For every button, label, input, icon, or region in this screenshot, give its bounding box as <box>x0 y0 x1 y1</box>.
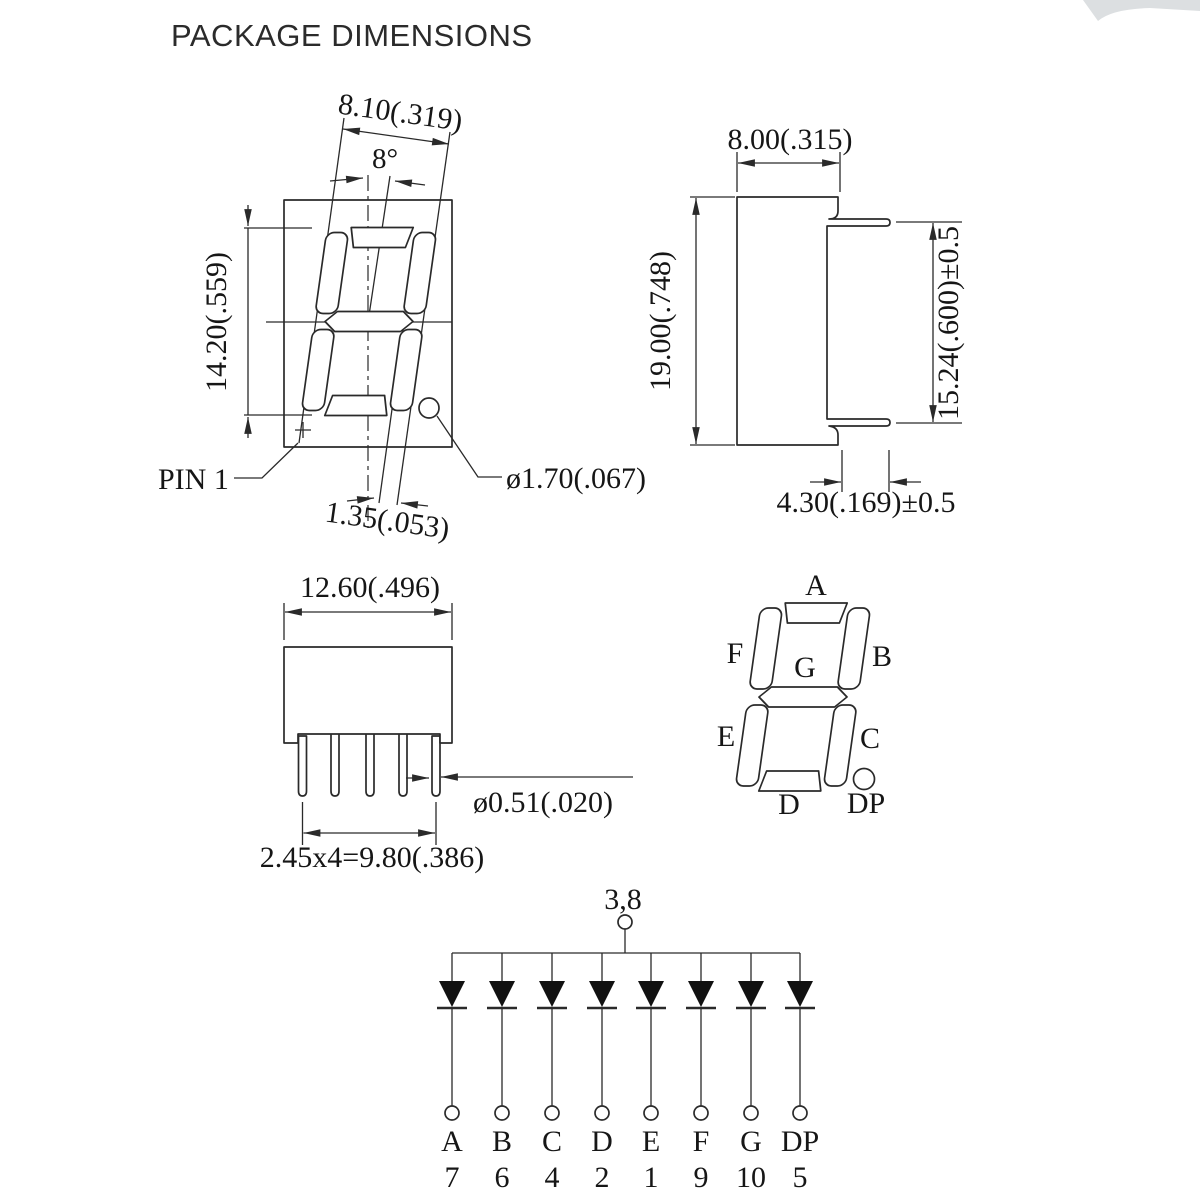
lead-offset-dim-text: 4.30(.169)±0.5 <box>776 486 956 519</box>
branch-pin-number: 2 <box>594 1161 610 1194</box>
side-width-dim-text: 8.00(.315) <box>727 123 853 156</box>
branch-segment-label: F <box>692 1125 710 1158</box>
terminal-circle <box>694 1106 708 1120</box>
side-height-ext-lines <box>690 197 735 445</box>
segment-b-shape <box>837 608 870 689</box>
terminal-circle <box>445 1106 459 1120</box>
bottom-view-pins <box>299 728 441 796</box>
front-height-dim-text: 14.20(.559) <box>200 252 233 392</box>
lead-span-dim-text: 15.24(.600)±0.5 <box>932 226 965 420</box>
segment-label-g: G <box>794 651 816 684</box>
branch-segment-label: A <box>441 1125 463 1158</box>
branch-segment-label: DP <box>780 1125 820 1158</box>
pin-lead-2 <box>331 728 339 796</box>
diode-triangle <box>787 981 813 1007</box>
segment-label-d: D <box>778 788 800 821</box>
schematic-branch-f <box>686 953 716 1194</box>
segment-a-shape <box>782 603 847 623</box>
terminal-circle <box>793 1106 807 1120</box>
lead-dia-text: ø0.51(.020) <box>473 786 613 819</box>
front-view <box>158 88 646 546</box>
segment-diagram <box>717 569 892 821</box>
segment-label-f: F <box>726 637 744 670</box>
diode-triangle <box>688 981 714 1007</box>
diode-triangle <box>589 981 615 1007</box>
segment-c-shape <box>823 705 856 786</box>
front-segment-b <box>403 233 436 314</box>
front-tilt-axis-line <box>368 176 390 322</box>
schematic-branch-g <box>736 953 766 1194</box>
segment-label-e: E <box>716 720 736 753</box>
terminal-circle <box>644 1106 658 1120</box>
branch-segment-label: G <box>740 1125 762 1158</box>
offset-dim-text: 1.35(.053) <box>323 495 452 546</box>
segment-e-shape <box>735 705 768 786</box>
bottom-view <box>260 571 633 874</box>
segment-label-a: A <box>805 569 827 602</box>
terminal-circle <box>495 1106 509 1120</box>
front-segment-d <box>325 396 390 416</box>
branch-pin-number: 7 <box>444 1161 460 1194</box>
pin-lead-5 <box>432 736 440 796</box>
segment-g-shape <box>758 687 849 707</box>
side-view <box>644 123 965 519</box>
bottom-width-ext-lines <box>284 603 452 640</box>
schematic-branch-e <box>636 953 666 1194</box>
lead-pitch-ext-lines <box>303 802 437 845</box>
branch-pin-number: 5 <box>792 1161 808 1194</box>
common-pin-label: 3,8 <box>604 883 642 916</box>
front-width-dim-text: 8.10(.319) <box>336 87 465 138</box>
branch-pin-number: 1 <box>643 1161 659 1194</box>
branch-pin-number: 6 <box>494 1161 510 1194</box>
schematic-branch-b <box>487 953 517 1194</box>
pin-lead-1 <box>299 736 307 796</box>
bottom-body-outline <box>284 647 452 743</box>
diode-triangle <box>489 981 515 1007</box>
front-segment-e <box>301 330 334 411</box>
front-segment-f <box>315 233 348 314</box>
segment-f-shape <box>749 608 782 689</box>
branch-segment-label: E <box>641 1125 661 1158</box>
tilt-angle-text: 8° <box>371 143 399 175</box>
side-width-ext-lines <box>737 152 840 192</box>
terminal-circle <box>545 1106 559 1120</box>
terminal-circle <box>595 1106 609 1120</box>
segment-label-c: C <box>859 722 881 755</box>
branch-segment-label: B <box>491 1125 513 1158</box>
front-segment-g <box>324 312 415 332</box>
tilt-angle-arrow-right <box>395 181 425 185</box>
schematic-branch-d <box>587 953 617 1194</box>
diode-triangle <box>738 981 764 1007</box>
front-segment-c <box>389 330 422 411</box>
page-title: PACKAGE DIMENSIONS <box>171 18 533 53</box>
branch-pin-number: 4 <box>544 1161 560 1194</box>
front-dp-circle <box>419 398 439 418</box>
terminal-circle <box>744 1106 758 1120</box>
scan-artifact <box>1083 0 1200 21</box>
pin-lead-3 <box>366 728 374 796</box>
branch-segment-label: D <box>591 1125 613 1158</box>
side-body-outline <box>737 197 890 445</box>
common-terminal-circle <box>618 915 632 929</box>
dp-diameter-text: ø1.70(.067) <box>506 462 646 495</box>
pin1-leader-line <box>234 443 298 478</box>
pin-lead-4 <box>399 728 407 796</box>
schematic-branch-dp <box>781 953 819 1194</box>
branch-pin-number: 9 <box>693 1161 709 1194</box>
front-segment-a <box>348 228 413 248</box>
diode-triangle <box>638 981 664 1007</box>
segment-label-dp: DP <box>846 787 886 820</box>
pin1-label: PIN 1 <box>158 463 229 496</box>
segment-digit <box>735 603 871 791</box>
diode-triangle <box>539 981 565 1007</box>
branch-segment-label: C <box>541 1125 563 1158</box>
schematic-branch-a <box>437 953 467 1194</box>
bottom-width-dim-text: 12.60(.496) <box>300 571 440 604</box>
internal-circuit-schematic <box>437 883 819 1194</box>
diode-triangle <box>439 981 465 1007</box>
schematic-branch-c <box>537 953 567 1194</box>
side-height-dim-text: 19.00(.748) <box>644 251 677 391</box>
segment-label-b: B <box>871 640 893 673</box>
pin1-plus-mark <box>295 422 311 438</box>
branch-pin-number: 10 <box>736 1161 766 1194</box>
lead-pitch-dim-text: 2.45x4=9.80(.386) <box>259 841 485 874</box>
